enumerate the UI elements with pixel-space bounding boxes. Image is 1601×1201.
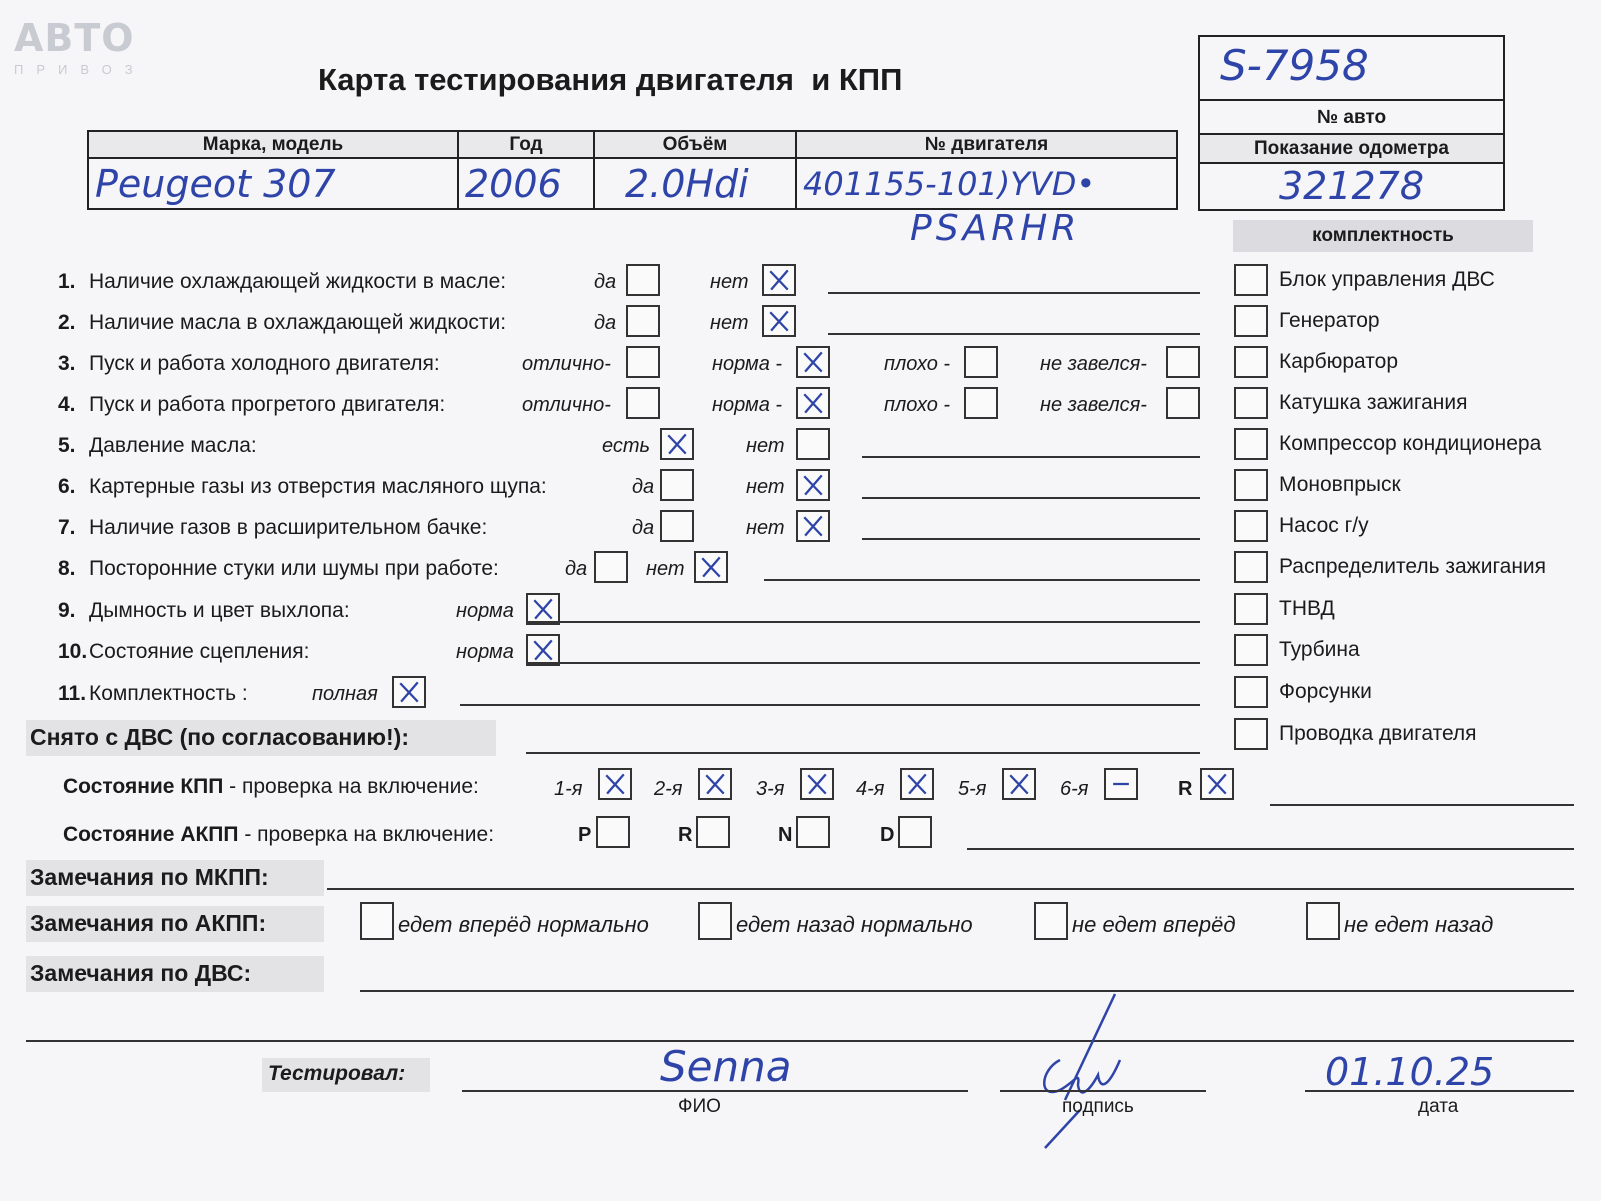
test-row-text: Давление масла: [89,434,257,457]
make-model-header: Марка, модель [89,132,457,159]
akpp-remark-option-label: не едет назад [1344,912,1494,937]
odometer-header: Показание одометра [1200,133,1503,164]
test-row-label [58,311,506,335]
komplektnost-item-label: Моновпрыск [1279,473,1401,496]
engine-number-value: 401155-101)YVD• [803,165,1096,203]
akpp-label [63,823,494,847]
akpp-remarks-label: Замечания по АКПП: [30,910,267,936]
test-row-checkbox[interactable] [964,346,998,378]
fio-value: Senna [660,1042,792,1091]
test-row-option-label: отлично- [522,394,611,416]
year-cell [459,132,595,208]
akpp-mode-label: R [678,824,693,846]
engine-number-header: № двигателя [797,132,1176,159]
test-row-number: 3. [58,352,76,375]
komplektnost-checkbox[interactable] [1234,469,1268,501]
logo-main-text: АВТО [14,16,135,60]
test-row-number: 5. [58,434,76,457]
komplektnost-checkbox[interactable] [1234,346,1268,378]
test-row-text: Пуск и работа холодного двигателя: [89,352,440,375]
fio-caption: ФИО [678,1096,721,1117]
komplektnost-item-label: ТНВД [1279,597,1335,620]
make-model-value: Peugeot 307 [95,162,336,206]
test-row-line [828,333,1200,335]
akpp-line [967,848,1574,850]
komplektnost-item-label: Проводка двигателя [1279,722,1477,745]
komplektnost-item-label: Катушка зажигания [1279,391,1468,414]
test-row-label [58,557,499,581]
test-row-checkbox[interactable] [796,346,830,378]
kpp-label-bold: Состояние КПП [63,775,224,798]
test-row-checkbox[interactable] [796,387,830,419]
akpp-label-bold: Состояние АКПП [63,823,239,846]
test-row-checkbox[interactable] [796,510,830,542]
kpp-gear-label: 3-я [756,778,785,800]
engine-note: PSARHR [910,208,1081,249]
test-row-label [58,270,506,294]
test-row-label [58,682,248,706]
test-row-line [764,579,1200,581]
komplektnost-checkbox[interactable] [1234,305,1268,337]
signature-caption: подпись [1062,1096,1134,1117]
test-row-checkbox[interactable] [796,469,830,501]
volume-cell [595,132,797,208]
test-row-checkbox[interactable] [694,551,728,583]
komplektnost-checkbox[interactable] [1234,551,1268,583]
dvs-remarks-label: Замечания по ДВС: [30,960,252,986]
test-row-label [58,352,440,376]
test-row-option-label: нет [710,271,749,293]
komplektnost-item-label: Распределитель зажигания [1279,555,1547,578]
test-row-option-label: не завелся- [1040,394,1147,416]
komplektnost-checkbox[interactable] [1234,510,1268,542]
year-header: Год [459,132,593,159]
test-row-option-label: есть [602,435,651,457]
kpp-label [63,775,479,799]
test-row-text: Пуск и работа прогретого двигателя: [89,393,446,416]
komplektnost-checkbox[interactable] [1234,264,1268,296]
komplektnost-checkbox[interactable] [1234,593,1268,625]
test-row-line [526,621,1200,623]
test-row-option-label: норма - [712,353,783,375]
akpp-remark-checkbox[interactable] [1034,902,1068,940]
watermark-logo [14,18,146,77]
akpp-label-rest: - проверка на включение: [238,823,495,846]
signature-line [1000,1090,1206,1092]
kpp-line [1270,804,1574,806]
test-row-checkbox[interactable] [660,428,694,460]
komplektnost-item-label: Карбюратор [1279,350,1399,373]
kpp-gear-checkbox[interactable] [1104,768,1138,800]
test-row-option-label: да [632,517,655,539]
test-row-option-label: да [632,476,655,498]
test-row-checkbox[interactable] [626,346,660,378]
logo-sub-text: ПРИВОЗ [14,62,146,77]
test-row-text: Наличие газов в расширительном бачке: [89,516,488,539]
test-row-checkbox[interactable] [796,428,830,460]
akpp-mode-label: D [880,824,895,846]
kpp-gear-checkbox[interactable] [1002,768,1036,800]
mkpp-remarks-label: Замечания по МКПП: [30,864,269,890]
test-row-checkbox[interactable] [594,551,628,583]
test-row-number: 7. [58,516,76,539]
test-row-option-label: да [594,312,617,334]
test-row-number: 11. [58,682,87,705]
test-row-number: 4. [58,393,76,416]
kpp-gear-checkbox[interactable] [900,768,934,800]
test-row-option-label: нет [746,435,785,457]
test-row-label [58,640,309,664]
kpp-gear-label: 1-я [554,778,583,800]
test-row-label [58,393,445,417]
auto-number-label: № авто [1200,99,1503,135]
test-row-option-label: не завелся- [1040,353,1147,375]
test-row-line [862,538,1200,540]
tested-by-label: Тестировал: [268,1062,406,1085]
kpp-gear-label: 4-я [856,778,885,800]
test-row-number: 1. [58,270,76,293]
komplektnost-item-label: Компрессор кондиционера [1279,432,1542,455]
test-row-option-label: нет [646,558,685,580]
test-row-option-label: да [594,271,617,293]
test-row-label [58,599,350,623]
fio-line [462,1090,968,1092]
kpp-gear-checkbox[interactable] [698,768,732,800]
komplektnost-checkbox[interactable] [1234,387,1268,419]
year-value: 2006 [465,162,562,206]
test-row-number: 10. [58,640,88,663]
test-row-label [58,434,257,458]
dvs-remarks-line [360,990,1574,992]
akpp-mode-checkbox[interactable] [696,816,730,848]
kpp-label-rest: - проверка на включение: [223,775,479,798]
test-row-option-label: нет [710,312,749,334]
volume-header: Объём [595,132,795,159]
test-row-checkbox[interactable] [1166,387,1200,419]
test-row-checkbox[interactable] [626,264,660,296]
vehicle-header-table [87,130,1178,210]
date-line [1305,1090,1574,1092]
test-row-checkbox[interactable] [626,387,660,419]
test-row-number: 8. [58,557,76,580]
test-row-option-label: нет [746,476,785,498]
test-row-checkbox[interactable] [626,305,660,337]
dvs-remarks-line-2 [26,1040,1574,1042]
akpp-remark-checkbox[interactable] [698,902,732,940]
komplektnost-item-label: Форсунки [1279,680,1372,703]
komplektnost-header: комплектность [1233,220,1533,252]
test-row-text: Посторонние стуки или шумы при работе: [89,557,499,580]
kpp-gear-label: 5-я [958,778,987,800]
akpp-mode-label: P [578,824,592,846]
test-row-checkbox[interactable] [964,387,998,419]
kpp-gear-checkbox[interactable] [598,768,632,800]
komplektnost-item-label: Блок управления ДВС [1279,268,1495,291]
engine-number-cell [797,132,1176,208]
test-row-line [862,497,1200,499]
test-row-option-label: норма - [712,394,783,416]
akpp-mode-checkbox[interactable] [898,816,932,848]
komplektnost-item-label: Турбина [1279,638,1360,661]
test-row-checkbox[interactable] [660,510,694,542]
test-row-number: 9. [58,599,76,622]
komplektnost-checkbox[interactable] [1234,634,1268,666]
test-row-text: Наличие охлаждающей жидкости в масле: [89,270,507,293]
signature [1020,990,1150,1150]
auto-number-value: S-7958 [1220,41,1369,90]
test-row-option-label: норма [456,641,514,663]
test-row-option-label: да [565,558,588,580]
test-row-option-label: полная [312,683,378,705]
kpp-gear-label: 6-я [1060,778,1089,800]
test-row-text: Состояние сцепления: [89,640,310,663]
akpp-remark-checkbox[interactable] [1306,902,1340,940]
test-row-label [58,475,547,499]
komplektnost-item-label: Генератор [1279,309,1380,332]
komplektnost-checkbox[interactable] [1234,428,1268,460]
volume-value: 2.0Hdi [625,162,749,206]
test-row-line [862,456,1200,458]
akpp-mode-checkbox[interactable] [796,816,830,848]
page-title: Карта тестирования двигателя и КПП [318,62,903,97]
test-row-line [526,662,1200,664]
test-row-text: Картерные газы из отверстия масляного щупа: [89,475,547,498]
odometer-value: 321278 [1278,164,1425,208]
test-row-option-label: нет [746,517,785,539]
kpp-gear-label: R [1178,778,1193,800]
auto-number-box [1198,35,1505,211]
kpp-gear-checkbox[interactable] [1200,768,1234,800]
akpp-mode-checkbox[interactable] [596,816,630,848]
akpp-mode-label: N [778,824,793,846]
komplektnost-item-label: Насос г/у [1279,514,1369,537]
kpp-gear-label: 2-я [654,778,683,800]
kpp-gear-checkbox[interactable] [800,768,834,800]
test-row-label [58,516,487,540]
test-row-text: Наличие масла в охлаждающей жидкости: [89,311,507,334]
test-row-line [460,704,1200,706]
test-row-checkbox[interactable] [762,264,796,296]
test-row-checkbox[interactable] [392,676,426,708]
date-value: 01.10.25 [1325,1050,1495,1094]
test-row-number: 2. [58,311,76,334]
test-row-line [828,292,1200,294]
komplektnost-checkbox[interactable] [1234,676,1268,708]
akpp-remark-checkbox[interactable] [360,902,394,940]
akpp-remark-option-label: едет вперёд нормально [398,912,649,937]
removed-line [526,752,1200,754]
removed-label: Снято с ДВС (по согласованию!): [30,724,409,750]
test-row-checkbox[interactable] [1166,346,1200,378]
test-row-text: Комплектность : [89,682,248,705]
test-row-option-label: плохо - [884,353,951,375]
test-row-checkbox[interactable] [762,305,796,337]
date-caption: дата [1418,1096,1459,1117]
test-row-option-label: отлично- [522,353,611,375]
make-model-cell [89,132,459,208]
test-row-number: 6. [58,475,76,498]
mkpp-remarks-line [327,888,1574,890]
akpp-remark-option-label: не едет вперёд [1072,912,1236,937]
test-row-text: Дымность и цвет выхлопа: [89,599,350,622]
akpp-remark-option-label: едет назад нормально [736,912,973,937]
test-row-option-label: плохо - [884,394,951,416]
test-row-checkbox[interactable] [660,469,694,501]
komplektnost-checkbox[interactable] [1234,718,1268,750]
test-row-option-label: норма [456,600,514,622]
